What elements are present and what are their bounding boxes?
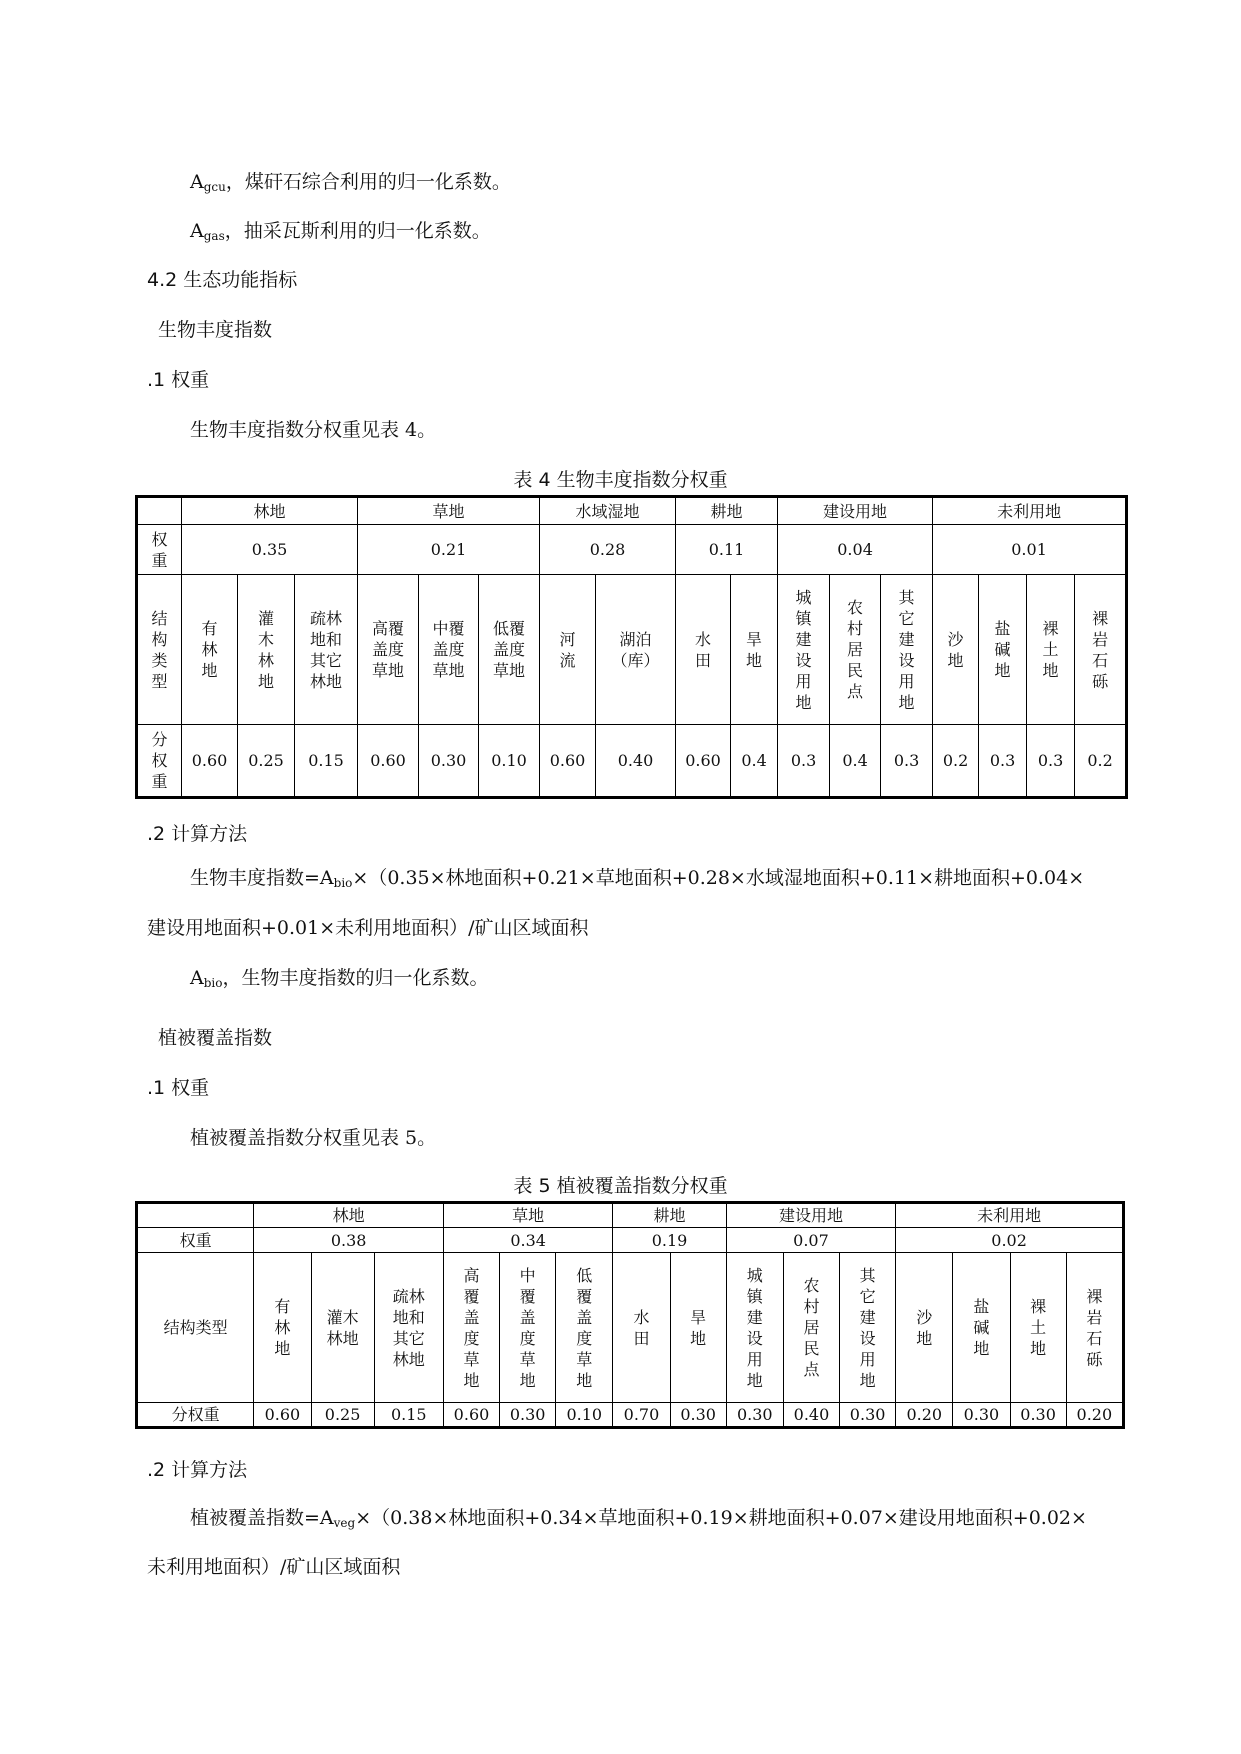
- table4-structure-type: 农 村 居 民 点: [830, 575, 881, 725]
- table5-group-header: 建设用地: [726, 1203, 895, 1228]
- table5-subweight-value: 0.30: [1010, 1403, 1066, 1428]
- table5-structure-type: 旱 地: [670, 1253, 726, 1403]
- table5-weight-label: 权重: [137, 1228, 254, 1253]
- table4-subweight-value: 0.3: [778, 725, 830, 798]
- table4-subweight-value: 0.4: [830, 725, 881, 798]
- table5-subweight-value: 0.30: [840, 1403, 896, 1428]
- table4-structure-type: 有 林 地: [182, 575, 238, 725]
- veg-formula-line1: 植被覆盖指数$=A_{veg}\times(0.38\times$林地面积+0.34×草地面积+0.19×耕地面积+0.07×建设用地面积+0.02×: [190, 1507, 1087, 1530]
- table4-weight-label: 权 重: [137, 525, 182, 575]
- table5-subweight-value: 0.40: [783, 1403, 839, 1428]
- table5-group-header: 林地: [254, 1203, 444, 1228]
- table4-subweight-value: 0.4: [731, 725, 778, 798]
- table5-structure-type: 农 村 居 民 点: [783, 1253, 839, 1403]
- table5-subweight-label: 分权重: [137, 1403, 254, 1428]
- table5-structure-type: 高 覆 盖 度 草 地: [443, 1253, 499, 1403]
- table4-structure-type: 疏林 地和 其它 林地: [295, 575, 358, 725]
- table4-weight-row: [137, 525, 1127, 575]
- table4-group-weight: 0.28: [540, 525, 676, 575]
- table4-subweight-value: 0.2: [933, 725, 979, 798]
- veg-weight-text: 植被覆盖指数分权重见表 5。: [190, 1127, 437, 1149]
- table4-subweight-value: 0.15: [295, 725, 358, 798]
- table4-subweight-value: 0.2: [1075, 725, 1127, 798]
- table4-group-header: 建设用地: [778, 497, 933, 525]
- table5-type-row: [137, 1253, 1124, 1403]
- table4-subweight-value: 0.60: [540, 725, 596, 798]
- table5-group-weight: 0.38: [254, 1228, 444, 1253]
- table4-caption: 表 4 生物丰度指数分权重: [513, 469, 728, 491]
- table4-subweight-value: 0.40: [596, 725, 676, 798]
- bio-formula-line1: 生物丰度指数$=A_{bio}\times(0.35\times$林地面积+0.21×草地面积+0.28×水域湿地面积+0.11×耕地面积+0.04×: [190, 867, 1085, 890]
- table5-structure-type: 水 田: [613, 1253, 670, 1403]
- table5-group-header: 耕地: [613, 1203, 726, 1228]
- table4-structure-type: 低覆 盖度 草地: [479, 575, 540, 725]
- table4-structure-label: 结 构 类 型: [137, 575, 182, 725]
- table4-group-header: 林地: [182, 497, 358, 525]
- table5-subweight-value: 0.15: [374, 1403, 443, 1428]
- table5-group-weight: 0.07: [726, 1228, 895, 1253]
- table5-weight-row: [137, 1228, 1124, 1253]
- table5-group-row: [137, 1203, 1124, 1228]
- veg-weight-heading: .1 权重: [147, 1077, 210, 1099]
- table4-subweight-label: 分 权 重: [137, 725, 182, 798]
- table4-structure-type: 水 田: [676, 575, 731, 725]
- table5-subweight-value: 0.30: [953, 1403, 1010, 1428]
- table4-group-row: [137, 497, 1127, 525]
- table4-subweight-value: 0.60: [676, 725, 731, 798]
- table5-group-header: 未利用地: [896, 1203, 1124, 1228]
- table5-structure-type: 沙 地: [896, 1253, 953, 1403]
- table5-subweight-value: 0.20: [896, 1403, 953, 1428]
- table4-subweight-value: 0.30: [419, 725, 479, 798]
- table4-structure-type: 湖泊 （库）: [596, 575, 676, 725]
- table4-group-header: 水域湿地: [540, 497, 676, 525]
- table4-structure-type: 裸 土 地: [1027, 575, 1075, 725]
- table5-subweight-value: 0.30: [670, 1403, 726, 1428]
- bio-index-heading: 生物丰度指数: [158, 319, 273, 341]
- table4-subweight-value: 0.3: [979, 725, 1027, 798]
- table5-structure-type: 中 覆 盖 度 草 地: [500, 1253, 556, 1403]
- abio-definition: $A_{bio}$，生物丰度指数的归一化系数。: [190, 967, 489, 990]
- table4-corner-cell: [137, 497, 182, 525]
- table4-structure-type: 中覆 盖度 草地: [419, 575, 479, 725]
- table4-type-row: [137, 575, 1127, 725]
- bio-weight-text: 生物丰度指数分权重见表 4。: [190, 419, 437, 441]
- table5-caption: 表 5 植被覆盖指数分权重: [513, 1175, 728, 1197]
- table4-group-weight: 0.21: [358, 525, 540, 575]
- table4-subweight-value: 0.3: [881, 725, 933, 798]
- table5-structure-label: 结构类型: [137, 1253, 254, 1403]
- table4-structure-type: 高覆 盖度 草地: [358, 575, 419, 725]
- table5-structure-type: 裸 岩 石 砾: [1066, 1253, 1123, 1403]
- table5-structure-type: 疏林 地和 其它 林地: [374, 1253, 443, 1403]
- table5: [135, 1201, 1125, 1429]
- table4-subweight-row: [137, 725, 1127, 798]
- table4-subweight-value: 0.60: [182, 725, 238, 798]
- section-4-2-heading: 4.2 生态功能指标: [147, 269, 298, 291]
- table4-subweight-value: 0.3: [1027, 725, 1075, 798]
- veg-formula-line2: 未利用地面积）/矿山区域面积: [147, 1556, 401, 1578]
- table5-group-weight: 0.34: [443, 1228, 612, 1253]
- table4-group-weight: 0.01: [933, 525, 1127, 575]
- table5-group-weight: 0.19: [613, 1228, 726, 1253]
- table4-structure-type: 灌 木 林 地: [238, 575, 295, 725]
- table4-group-header: 耕地: [676, 497, 778, 525]
- table4-subweight-value: 0.10: [479, 725, 540, 798]
- table5-structure-type: 有 林 地: [254, 1253, 311, 1403]
- table5-structure-type: 其 它 建 设 用 地: [840, 1253, 896, 1403]
- table4-structure-type: 其 它 建 设 用 地: [881, 575, 933, 725]
- table4-structure-type: 旱 地: [731, 575, 778, 725]
- table5-subweight-value: 0.30: [500, 1403, 556, 1428]
- table4-subweight-value: 0.60: [358, 725, 419, 798]
- table5-structure-type: 低 覆 盖 度 草 地: [556, 1253, 613, 1403]
- veg-calc-heading: .2 计算方法: [147, 1459, 248, 1481]
- table5-subweight-row: [137, 1403, 1124, 1428]
- table5-subweight-value: 0.60: [443, 1403, 499, 1428]
- table4-group-weight: 0.35: [182, 525, 358, 575]
- table4: [135, 495, 1128, 799]
- table4-group-weight: 0.11: [676, 525, 778, 575]
- table5-subweight-value: 0.20: [1066, 1403, 1123, 1428]
- table5-structure-type: 城 镇 建 设 用 地: [726, 1253, 783, 1403]
- table5-subweight-value: 0.60: [254, 1403, 311, 1428]
- table4-structure-type: 沙 地: [933, 575, 979, 725]
- table5-subweight-value: 0.10: [556, 1403, 613, 1428]
- agcu-definition: $A_{gcu}$，煤矸石综合利用的归一化系数。: [190, 171, 511, 194]
- table4-group-header: 草地: [358, 497, 540, 525]
- table5-subweight-value: 0.25: [311, 1403, 374, 1428]
- table5-structure-type: 灌木 林地: [311, 1253, 374, 1403]
- table4-subweight-value: 0.25: [238, 725, 295, 798]
- veg-index-heading: 植被覆盖指数: [158, 1027, 273, 1049]
- table5-structure-type: 盐 碱 地: [953, 1253, 1010, 1403]
- table4-group-header: 未利用地: [933, 497, 1127, 525]
- table5-subweight-value: 0.30: [726, 1403, 783, 1428]
- table5-group-header: 草地: [443, 1203, 612, 1228]
- table4-structure-type: 裸 岩 石 砾: [1075, 575, 1127, 725]
- table4-structure-type: 河 流: [540, 575, 596, 725]
- bio-calc-heading: .2 计算方法: [147, 823, 248, 845]
- table5-structure-type: 裸 土 地: [1010, 1253, 1066, 1403]
- bio-formula-line2: 建设用地面积+0.01×未利用地面积）/矿山区域面积: [147, 917, 589, 939]
- table5-group-weight: 0.02: [896, 1228, 1124, 1253]
- agas-definition: $A_{gas}$，抽采瓦斯利用的归一化系数。: [190, 220, 491, 243]
- table4-structure-type: 城 镇 建 设 用 地: [778, 575, 830, 725]
- bio-weight-heading: .1 权重: [147, 369, 210, 391]
- table4-group-weight: 0.04: [778, 525, 933, 575]
- table5-corner-cell: [137, 1203, 254, 1228]
- table5-subweight-value: 0.70: [613, 1403, 670, 1428]
- table4-structure-type: 盐 碱 地: [979, 575, 1027, 725]
